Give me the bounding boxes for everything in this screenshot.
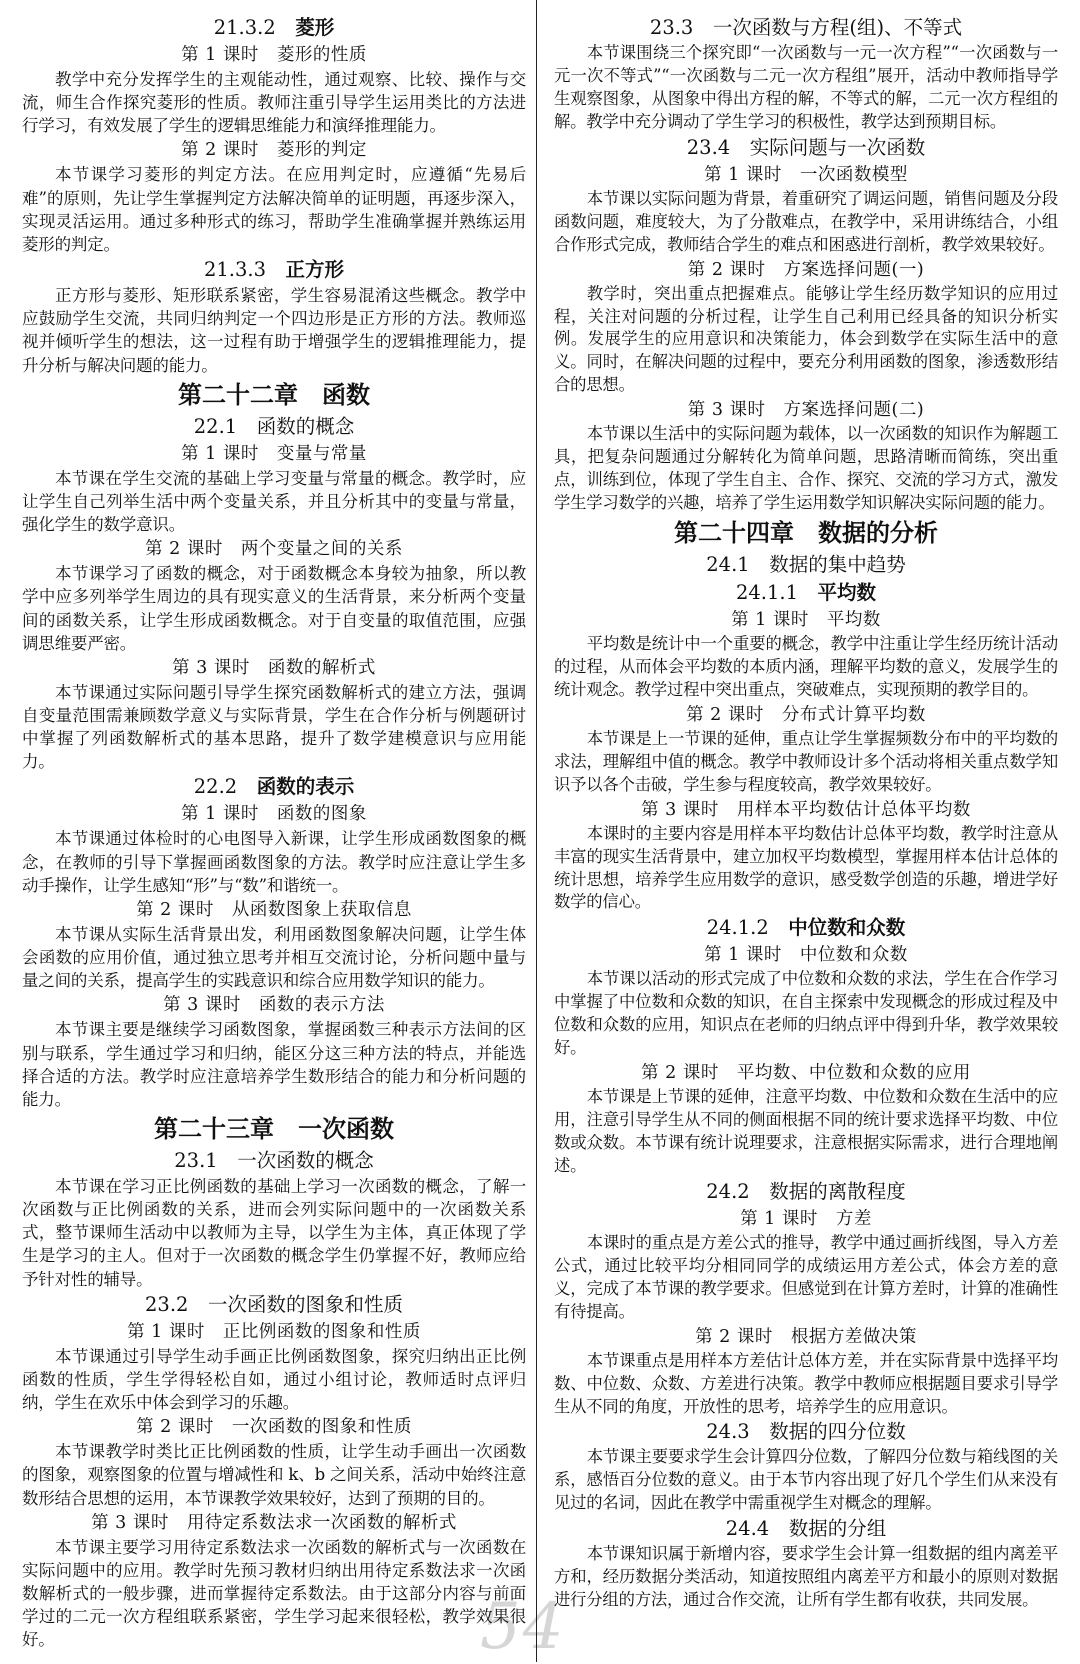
paragraph: 本节课是上一节课的延伸，重点让学生掌握频数分布中的平均数的求法，理解组中值的概念。教学中教师设计多个活动将相关重点数学知识予以各个击破，学生参与程度较高，教学效果较好。: [554, 728, 1058, 794]
section-title: 数据的集中趋势: [769, 553, 906, 576]
right-column: [554, 14, 1058, 1612]
column-divider: [536, 0, 537, 1662]
paragraph: 本节课以生活中的实际问题为载体，以一次函数的知识作为解题工具，把复杂问题通过分解转化为简单问题，思路清晰而简练，突出重点，训练到位，体现了学生自主、合作、探究、交流的学习方式，激发学生学习数学的兴趣，培养了学生运用数学知识解决实际问题的能力。: [554, 424, 1058, 513]
section-number: 21.3.2: [213, 16, 276, 39]
paragraph: 本节课主要要求学生会计算四分位数，了解四分位数与箱线图的关系，感悟百分位数的意义。由于本节内容出现了好几个学生们从来没有见过的名词，因此在教学中需重视学生对概念的理解。: [554, 1447, 1058, 1513]
paragraph: 本节课知识属于新增内容，要求学生会计算一组数据的组内离差平方和，经历数据分类活动，知道按照组内离差平方和最小的原则对数据进行分组的方法，通过合作交流，让所有学生都有收获，共同发展。: [554, 1544, 1058, 1610]
lesson-heading: 第 3 课时 用待定系数法求一次函数的解析式: [91, 1512, 457, 1533]
left-column: [22, 14, 526, 1652]
paragraph: 平均数是统计中一个重要的概念，教学中注重让学生经历统计活动的过程，从而体会平均数的本质内涵，理解平均数的意义，发展学生的统计观念。教学过程中突出重点，突破难点，实现预期的教学目的。: [554, 634, 1058, 699]
paragraph: 正方形与菱形、矩形联系紧密，学生容易混淆这些概念。教学中应鼓励学生交流，共同归纳判定一个四边形是正方形的方法。教师巡视并倾听学生的想法，这一过程有助于增强学生的逻辑推理能力，提升分析与解决问题的能力。: [22, 286, 526, 375]
paragraph: 教学中充分发挥学生的主观能动性，通过观察、比较、操作与交流，师生合作探究菱形的性质。教师注重引导学生运用类比的方法进行学习，有效发展了学生的逻辑思维能力和演绎推理能力。: [22, 70, 526, 136]
paragraph: 本节课在学生交流的基础上学习变量与常量的概念。教学时，应让学生自己列举生活中两个变量关系，并且分析其中的变量与常量，强化学生的数学意识。: [22, 468, 526, 535]
paragraph: 本节课教学时类比正比例函数的性质，让学生动手画出一次函数的图象，观察图象的位置与增减性和 k、b 之间关系，活动中始终注意数形结合思想的运用，本节课教学效果较好，达到了预期的目的。: [22, 1442, 526, 1508]
paragraph: 本节课主要学习用待定系数法求一次函数的解析式与一次函数在实际问题中的应用。教学时先预习教材归纳出用待定系数法求一次函数解析式的一般步骤，进而掌握待定系数法。由于这部分内容与前面学过的二元一次方程组联系紧密，学生学习起来很轻松，教学效果很好。: [22, 1537, 526, 1650]
section-number: 22.2: [193, 775, 238, 799]
section-title: 数据的四分位数: [769, 1420, 906, 1444]
lesson-heading: 第 1 课时 中位数和众数: [704, 945, 908, 966]
paragraph: 本节课主要是继续学习函数图象，掌握函数三种表示方法间的区别与联系，学生通过学习和归纳，能区分这三种方法的特点，并能选择合适的方法。教学时应注意培养学生数形结合的能力和分析问题的能力。: [22, 1020, 526, 1109]
section-number: 24.1.1: [735, 581, 798, 604]
section-title: 数据的分组: [788, 1517, 887, 1541]
section-title: 一次函数的概念: [237, 1149, 374, 1172]
section-number: 23.4: [686, 135, 731, 159]
section-title: 实际问题与一次函数: [749, 135, 926, 159]
section-title: 正方形: [285, 258, 345, 282]
paragraph: 本节课以活动的形式完成了中位数和众数的求法，学生在合作学习中掌握了中位数和众数的知识，在自主探索中发现概念的形成过程及中位数和众数的应用，知识点在老师的归纳点评中得到升华，教学效果较好。: [554, 969, 1058, 1058]
lesson-heading: 第 2 课时 平均数、中位数和众数的应用: [641, 1063, 971, 1084]
section-title: 一次函数的图象和性质: [207, 1292, 403, 1316]
paragraph: 本节课通过体检时的心电图导入新课，让学生形成函数图象的概念，在教师的引导下掌握画函数图象的方法。教学时应注意让学生多动手操作，让学生感知“形”与“数”和谐统一。: [22, 829, 526, 895]
section-heading: [22, 413, 526, 441]
paragraph: 本课时的重点是方差公式的推导，教学中通过画折线图，导入方差公式，通过比较平均分相同同学的成绩运用方差公式，体会方差的意义，完成了本节课的教学要求。但感觉到在计算方差时，计算的准确性有待提高。: [554, 1232, 1058, 1321]
section-number: 22.1: [193, 414, 238, 438]
section-heading: [22, 1291, 526, 1319]
paragraph: 本节课重点是用样本方差估计总体方差，并在实际背景中选择平均数、中位数、众数、方差进行决策。教学中教师应根据题目要求引导学生从不同的角度，开放性的思考，培养学生的应用意识。: [554, 1350, 1058, 1416]
lesson-heading: 第 1 课时 函数的图象: [181, 804, 367, 825]
section-number: 24.2: [706, 1179, 750, 1203]
paragraph: 本节课从实际生活背景出发，利用函数图象解决问题，让学生体会函数的应用价值，通过独立思考并相互交流讨论，分析问题中量与量之间的关系，提高学生的实践意识和综合应用数学知识的能力。: [22, 924, 526, 991]
section-heading: [554, 551, 1058, 579]
chapter-title: 第二十四章 数据的分析: [674, 519, 938, 547]
section-heading: [554, 14, 1058, 42]
paragraph: 本节课围绕三个探究即“一次函数与一元一次方程”“一次函数与一元一次不等式”“一次函数与二元一次方程组”展开，活动中教师指导学生观察图象，从图象中得出方程的解，不等式的解，二元一次方程组的解。教学中充分调动了学生学习的积极性，教学达到预期目标。: [554, 43, 1058, 131]
section-number: 21.3.3: [203, 258, 266, 282]
section-number: 23.2: [145, 1292, 189, 1316]
lesson-heading: 第 3 课时 函数的表示方法: [163, 995, 385, 1016]
section-heading: [22, 773, 526, 801]
lesson-heading: 第 2 课时 两个变量之间的关系: [145, 539, 403, 560]
section-title: 菱形: [295, 16, 335, 39]
lesson-heading: 第 3 课时 用样本平均数估计总体平均数: [641, 799, 971, 820]
lesson-heading: 第 3 课时 方案选择问题(二): [687, 400, 925, 421]
section-number: 23.1: [174, 1149, 218, 1172]
section-title: 函数的概念: [256, 414, 355, 438]
section-title: 数据的离散程度: [769, 1179, 906, 1203]
section-heading: [554, 579, 1058, 607]
section-title: 平均数: [817, 581, 877, 604]
paragraph: 本课时的主要内容是用样本平均数估计总体平均数，教学时注意从丰富的现实生活背景中，建立加权平均数模型，掌握用样本估计总体的统计思想，培养学生应用数学的意识，感受数学创造的乐趣，增进学好数学的信心。: [554, 823, 1058, 912]
section-number: 24.1.2: [706, 916, 769, 940]
section-heading: [22, 256, 526, 284]
section-title: 函数的表示: [256, 775, 355, 799]
lesson-heading: 第 2 课时 方案选择问题(一): [687, 259, 925, 280]
section-title: 一次函数与方程(组)、不等式: [712, 16, 963, 39]
lesson-heading: 第 2 课时 一次函数的图象和性质: [136, 1417, 412, 1438]
lesson-heading: 第 3 课时 函数的解析式: [172, 657, 376, 678]
section-number: 23.3: [649, 16, 694, 39]
section-heading: [554, 1418, 1058, 1446]
paragraph: 本节课以实际问题为背景，着重研究了调运问题，销售问题及分段函数问题，难度较大，为了分散难点，在教学中，采用讲练结合，小组合作形式完成，教师结合学生的难点和困惑进行剖析，教学效果较好。: [554, 188, 1058, 254]
lesson-heading: 第 1 课时 一次函数模型: [704, 164, 908, 185]
section-number: 24.3: [706, 1420, 750, 1444]
lesson-heading: 第 2 课时 从函数图象上获取信息: [136, 899, 412, 920]
lesson-heading: 第 1 课时 变量与常量: [181, 443, 367, 464]
section-title: 中位数和众数: [788, 916, 906, 940]
section-heading: [554, 1515, 1058, 1543]
section-heading: [22, 1147, 526, 1175]
paragraph: 本节课是上节课的延伸，注意平均数、中位数和众数在生活中的应用，注意引导学生从不同的侧面根据不同的统计要求选择平均数、中位数或众数。本节课有统计说理要求，注意根据实际需求，进行合理地阐述。: [554, 1087, 1058, 1175]
paragraph: 本节课学习了函数的概念，对于函数概念本身较为抽象，所以教学中应多列举学生周边的具有现实意义的生活背景，来分析两个变量间的函数关系，让学生形成函数概念。对于自变量的取值范围，应强调思维要严密。: [22, 564, 526, 653]
section-heading: [554, 914, 1058, 942]
paragraph: 本节课在学习正比例函数的基础上学习一次函数的概念，了解一次函数与正比例函数的关系，进而会列实际问题中的一次函数关系式，整节课师生活动中以教师为主导，以学生为主体，真正体现了学生是学习的主人。但对于一次函数的概念学生仍掌握不好，教师应给予针对性的辅导。: [22, 1177, 526, 1289]
lesson-heading: 第 1 课时 平均数: [731, 610, 881, 630]
section-heading: [554, 134, 1058, 162]
section-heading: [554, 1178, 1058, 1206]
section-heading: [22, 14, 526, 42]
lesson-heading: 第 2 课时 菱形的判定: [181, 140, 367, 161]
section-number: 24.4: [725, 1517, 770, 1541]
paragraph: 本节课通过引导学生动手画正比例函数图象，探究归纳出正比例函数的性质，学生学得轻松自如，通过小组讨论，教师适时点评归纳，学生在欢乐中体会到学习的乐趣。: [22, 1346, 526, 1413]
page-number: 54: [480, 1590, 566, 1664]
lesson-heading: 第 2 课时 分布式计算平均数: [686, 704, 926, 725]
chapter-title: 第二十三章 一次函数: [154, 1115, 394, 1143]
paragraph: 教学时，突出重点把握难点。能够让学生经历数学知识的应用过程，关注对问题的分析过程，让学生自己利用已经具备的知识分析实例。发展学生的应用意识和决策能力，体会到数学在实际生活中的意义。同时，在解决问题的过程中，要充分利用函数的图象，渗透数形结合的思想。: [554, 283, 1058, 395]
section-number: 24.1: [706, 553, 750, 576]
chapter-title: 第二十二章 函数: [178, 380, 370, 409]
lesson-heading: 第 2 课时 根据方差做决策: [695, 1326, 917, 1347]
paragraph: 本节课通过实际问题引导学生探究函数解析式的建立方法，强调自变量范围需兼顾数学意义与实际背景，学生在合作分析与例题研讨中掌握了列函数解析式的基本思路，提升了数学建模意识与应用能力。: [22, 682, 526, 772]
lesson-heading: 第 1 课时 方差: [740, 1208, 872, 1229]
lesson-heading: 第 1 课时 正比例函数的图象和性质: [127, 1321, 421, 1342]
paragraph: 本节课学习菱形的判定方法。在应用判定时，应遵循“先易后难”的原则，先让学生掌握判定方法解决简单的证明题，再逐步深入，实现灵活运用。通过多种形式的练习，帮助学生准确掌握并熟练运用菱形的判定。: [22, 165, 526, 254]
lesson-heading: 第 1 课时 菱形的性质: [181, 45, 367, 65]
